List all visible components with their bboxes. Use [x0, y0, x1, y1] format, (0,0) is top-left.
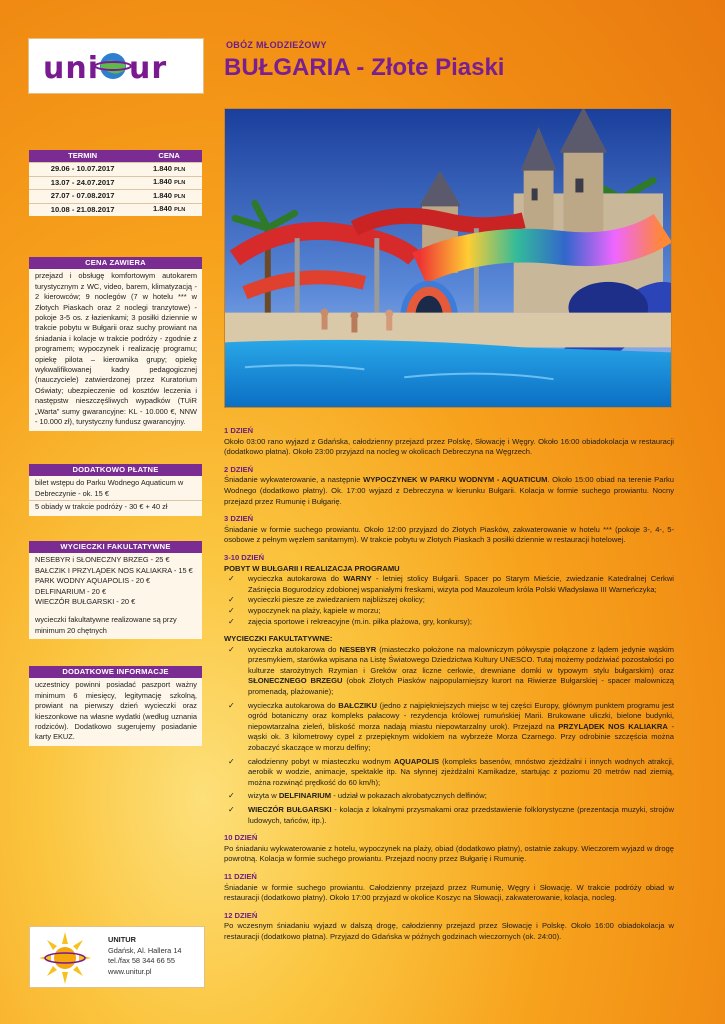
check-icon: ✓ — [228, 574, 235, 584]
check-icon: ✓ — [228, 644, 235, 654]
terms-box — [29, 150, 202, 216]
day-heading: 1 DZIEŃ — [224, 426, 254, 435]
list-item: PARK WODNY AQUAPOLIS - 20 € — [35, 576, 151, 586]
table-row — [29, 203, 202, 216]
check-icon: ✓ — [228, 791, 235, 801]
svg-text:uni: uni — [43, 51, 99, 86]
terms-header-term: TERMIN — [29, 150, 136, 163]
sun-logo-icon — [36, 931, 94, 985]
day-text: Około 03:00 rano wyjazd z Gdańska, całodzienny przejazd przez Polskę, Słowację i Węgry. Około 16:00 obiadokolacja w restauracji (dodatkowo płatna). Około 23:00 przyjazd na nocleg w okolicach Debreczyna na Węgrzech. — [224, 436, 674, 457]
term-price: 1.840 PLN — [136, 190, 202, 203]
company-address: Gdańsk, Al. Hallera 14 — [108, 945, 182, 955]
day-text: Śniadanie wykwaterowanie, a następnie WYPOCZYNEK W PARKU WODNYM - AQUATICUM. Około 15:00 obiad na terenie Parku Wodnego (dodatkowo płatny). Ok. 17:00 wyjazd z Debreczyna w kierunku Bułgarii. Kolacja w formie suchego prowiantu. Nocny przejazd przez Rumunię i Bułgarię. — [224, 475, 674, 506]
brand-logo — [28, 38, 204, 94]
list-item: bilet wstępu do Parku Wodnego Aquaticum w Debreczynie - ok. 15 € — [35, 478, 184, 498]
table-row — [29, 190, 202, 203]
day-text: Śniadanie w formie suchego prowiantu. Całodzienny przejazd przez Rumunię, Węgry i Słowację. W trakcie podróży obiad w restauracji (dodatkowo płatny). Około 17:00 przyjazd w okolice Koszyc na Słowacji, zakwaterowanie, kolacja, nocleg. — [224, 882, 674, 903]
check-icon: ✓ — [228, 605, 235, 615]
check-icon: ✓ — [228, 805, 235, 814]
term-date: 10.08 - 21.08.2017 — [29, 203, 136, 216]
check-icon: ✓ — [228, 700, 235, 710]
unitur-logo-icon — [41, 46, 191, 86]
day-text: Śniadanie w formie suchego prowiantu. Około 12:00 przyjazd do Złotych Piasków, zakwaterowanie w hotelu *** (pokoje 3-, 4-, 5- osobowe z pełnym węzłem sanitarnym). W trakcie pobytu w Złotych Piaskach 3 posiłki dziennie w restauracji hotelowej. — [224, 524, 674, 545]
additional-info-title: DODATKOWE INFORMACJE — [29, 666, 202, 678]
excursions-title: WYCIECZKI FAKULTATYWNE — [29, 541, 202, 553]
aquapark-photo — [224, 108, 672, 408]
company-name: UNITUR — [108, 935, 136, 944]
list-item: ✓ zajęcia sportowe i rekreacyjne (m.in. piłka plażowa, gry, konkursy); — [228, 616, 472, 626]
day-heading: 2 DZIEŃ — [224, 464, 254, 474]
list-item: BAŁCZIK I PRZYLĄDEK NOS KALIAKRA - 15 € — [35, 565, 193, 575]
term-date: 27.07 - 07.08.2017 — [29, 190, 136, 203]
company-phone: tel./fax 58 344 66 55 — [108, 956, 175, 966]
term-price: 1.840 PLN — [136, 176, 202, 189]
optional-title: WYCIECZKI FAKULTATYWNE: — [224, 634, 333, 644]
day-text: Po śniadaniu wykwaterowanie z hotelu, wypoczynek na plaży, obiad (dodatkowo płatny), ostatnie zakupy. Wieczorem wyjazd w drogę powrotną. Kolacja w formie suchego prowiantu. Przejazd nocny przez Bułgarię i Rumunię. — [224, 843, 674, 864]
terms-table — [29, 150, 202, 216]
stay-checklist — [224, 574, 674, 627]
term-price: 1.840 PLN — [136, 163, 202, 176]
day-heading: 3-10 DZIEŃ — [224, 552, 265, 562]
optional-checklist — [224, 645, 674, 827]
term-date: 29.06 - 10.07.2017 — [29, 163, 136, 176]
day-heading: 12 DZIEŃ — [224, 910, 258, 920]
contact-text — [108, 935, 182, 977]
list-item: ✓ wizyta w DELFINARIUM - udział w pokazach akrobatycznych delfinów; — [228, 791, 487, 801]
list-item: NESEBYR i SŁONECZNY BRZEG - 25 € — [35, 555, 170, 565]
terms-header-price: CENA — [136, 150, 202, 163]
company-website[interactable]: www.unitur.pl — [108, 966, 152, 976]
page-title: BUŁGARIA - Złote Piaski — [224, 54, 505, 81]
additional-info-text: uczestnicy powinni posiadać paszport ważny minimum 6 miesięcy, legitymację szkolną, prowiant na pierwszy dzień wycieczki oraz kieszonkowe na własne wydatki (według uznania rodziców). Dodatkowo sugerujemy posiadanie karty EKUZ. — [35, 680, 197, 742]
table-row — [29, 176, 202, 189]
divider — [29, 500, 202, 501]
excursions-body — [29, 553, 202, 639]
includes-title: CENA ZAWIERA — [29, 257, 202, 269]
list-item: WIECZÓR BUŁGARSKI - 20 € — [35, 597, 136, 607]
includes-box — [29, 257, 202, 431]
excursions-note: wycieczki fakultatywne realizowane są przy minimum 20 chętnych — [35, 615, 177, 635]
program-content — [224, 426, 674, 943]
list-item: ✓ wypoczynek na plaży, kąpiele w morzu; — [228, 605, 381, 615]
list-item: 5 obiady w trakcie podróży - 30 € + 40 zł — [35, 502, 168, 512]
list-item: ✓ WIECZÓR BUŁGARSKI - kolacja z lokalnymi przysmakami oraz przedstawienie folklorystyczne (prezentacja muzyki, strojów ludowych, tańców, itp.). — [228, 805, 674, 825]
day-text: Po wczesnym śniadaniu wyjazd w dalszą drogę, całodzienny przejazd przez Słowację i Polskę. Około 16:00 obiadokolacja w restauracji (dodatkowo płatna). Przyjazd do Gdańska w późnych godzinach wieczornych (ok. 24:00). — [224, 921, 674, 941]
includes-text: przejazd i obsługę komfortowym autokarem turystycznym z WC, video, barem, klimatyzacją - 2 kierowców; 9 noclegów (7 w hotelu *** w Złotych Piaskach oraz 2 noclegi tranzytowe) - pokoje 3-5 os. z łazienkami; 3 posiłki dziennie w trakcie pobytu w Bułgarii oraz suchy prowiant na śniadania i kolacje w trakcie podróży - zgodnie z programem; wypoczynek i realizację programu; opiekę pilota – kierownika grupy; opiekę wykwalifikowanej kadry pedagogicznej (nauczyciele) zatwierdzonej przez Kuratorium Oświaty; ubezpieczenie od kosztów leczenia i następstw nieszczęśliwych wypadków (TUiR „Warta” sumy gwarancyjne: KL - 10.000 €, NNW - 10.000 zł), turystyczny fundusz gwarancyjny. — [35, 271, 197, 427]
list-item: ✓ wycieczka autokarowa do BAŁCZIKU (jedno z najpiękniejszych miejsc w tej części Europy, głównym punktem programu jest ogród botaniczny oraz kompleks pałacowy - rezydencja królowej rumuńskiej Marii. Brukowane uliczki, bielone budynki, niepowtarzalna zieleń, bliskość morza nadają miastu niepowtarzalny urok). Przejazd na PRZYLĄDEK NOS KALIAKRA - wąski ok. 3 kilometrowy cypel z przepięknym widokiem na wybrzeże Morza Czarnego. Przy odrobinie szczęścia można zobaczyć skaczące w morzu delfiny; — [228, 700, 674, 753]
extra-paid-box — [29, 464, 202, 516]
excursions-box — [29, 541, 202, 639]
check-icon: ✓ — [228, 756, 235, 766]
day-heading: 3 DZIEŃ — [224, 514, 254, 524]
list-item: ✓ wycieczka autokarowa do WARNY - letniej stolicy Bułgarii. Spacer po Starym Mieście, zwiedzanie Katedralnej Cerkwi Zaśnięcia Bogurodzicy zdobionej wspaniałymi freskami, wizyta pod Mauzoleum króla Polski Władysława III Warneńczyka; — [228, 574, 674, 594]
svg-text:ur: ur — [129, 51, 168, 86]
table-row — [29, 163, 202, 176]
extra-paid-title: DODATKOWO PŁATNE — [29, 464, 202, 476]
check-icon: ✓ — [228, 595, 235, 605]
term-price: 1.840 PLN — [136, 203, 202, 216]
list-item: ✓ wycieczki piesze ze zwiedzaniem najbliższej okolicy; — [228, 595, 425, 605]
section-subtitle: POBYT W BUŁGARII I REALIZACJA PROGRAMU — [224, 563, 400, 573]
list-item: DELFINARIUM - 20 € — [35, 586, 107, 596]
list-item: ✓ wycieczka autokarowa do NESEBYR (miasteczko położone na malowniczym półwyspie połączone z lądem jedynie wąskim przesmykiem, starówka wpisana na Listę Światowego Dziedzictwa Kultury UNESCO. Tutaj możemy podziwiać pozostałości po kulturze starożytnych Rzymian i Greków oraz liczne cerkwie, drewniane domki w typowym stylu bułgarskim) oraz SŁONECZNEGO BRZEGU (obok Złotych Piasków najpopularniejszy kurort na Riwierze Bułgarskiej - spacer malowniczą promenadą, plażowanie); — [228, 644, 674, 697]
list-item: ✓ całodzienny pobyt w miasteczku wodnym AQUAPOLIS (kompleks basenów, mnóstwo zjeżdżalni i innych wodnych atrakcji, aerobik w wodzie, animacje, spektakle itp. Na słynnej zjeżdżalni Kamikadze, startując z poziomu 20 metrów nad ziemią, można rozwinąć prędkość do 60 km/h); — [228, 756, 674, 787]
contact-box — [29, 926, 205, 988]
additional-info-box — [29, 666, 202, 746]
day-heading: 10 DZIEŃ — [224, 833, 258, 843]
extra-paid-body — [29, 476, 202, 515]
page-kicker: OBÓZ MŁODZIEŻOWY — [226, 40, 327, 50]
check-icon: ✓ — [228, 616, 235, 626]
day-heading: 11 DZIEŃ — [224, 871, 257, 881]
term-date: 13.07 - 24.07.2017 — [29, 176, 136, 189]
